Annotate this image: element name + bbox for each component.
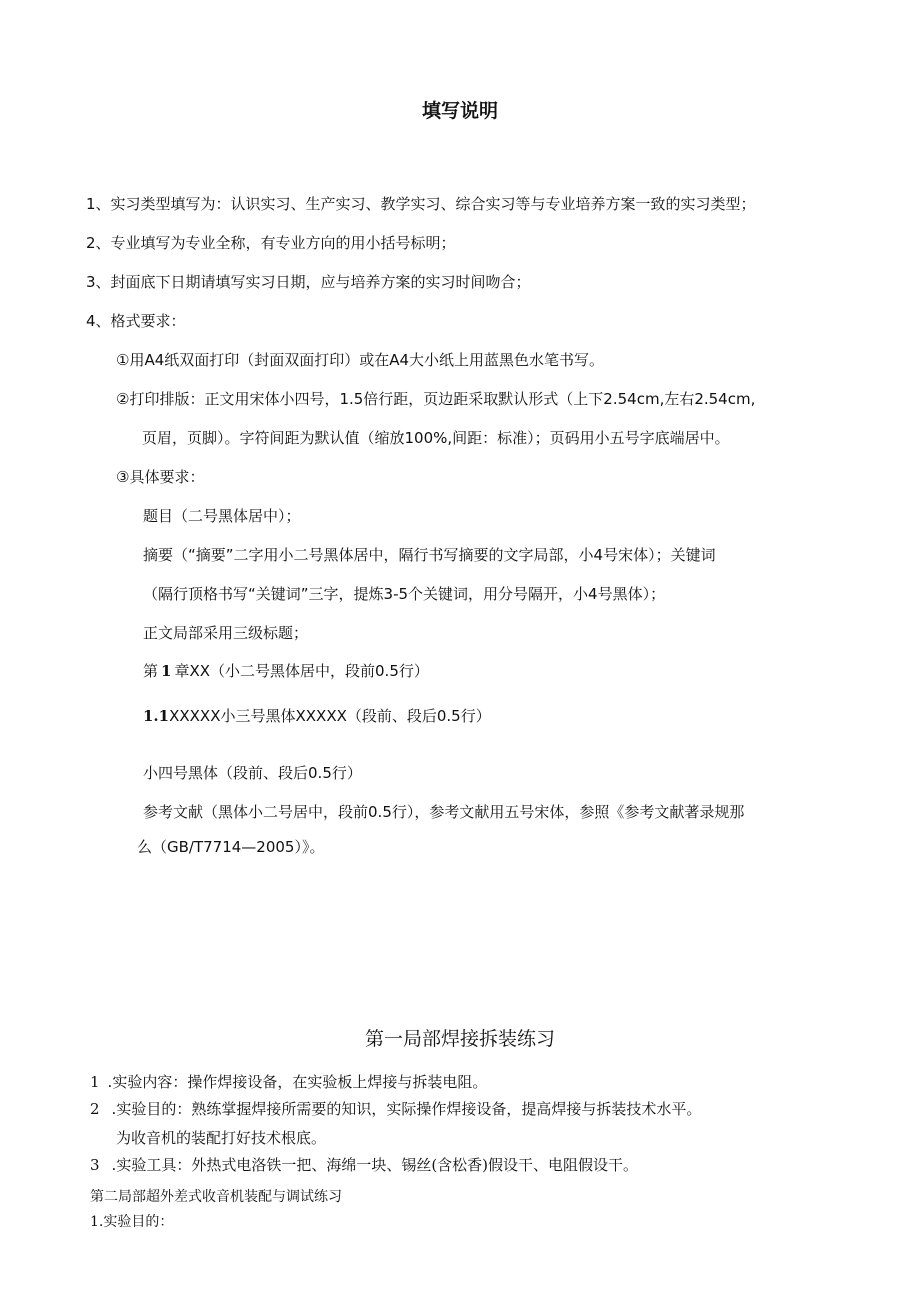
requirement-body: 正文局部采用三级标题； — [143, 624, 309, 642]
requirement-chapter — [143, 660, 429, 681]
part2-title: 第二局部超外差式收音机装配与调试练习 — [90, 1189, 342, 1205]
format-requirement-3: ③具体要求： — [116, 468, 205, 486]
instruction-item-3: 3、封面底下日期请填写实习日期，应与培养方案的实习时间吻合； — [86, 273, 531, 291]
part1-item-3-text: .实验工具：外热式电洛铁一把、海绵一块、锡丝(含松香)假设干、电阻假设干。 — [111, 1156, 639, 1174]
format-requirement-2-cont: 页眉，页脚）。字符间距为默认值（缩放100%,间距：标准）；页码用小五号字底端居中。 — [142, 429, 730, 447]
part1-item-2 — [90, 1098, 701, 1119]
instruction-item-1: 1、实习类型填写为：认识实习、生产实习、教学实习、综合实习等与专业培养方案一致的实习类型； — [86, 195, 756, 213]
part1-item-2-cont: 为收音机的装配打好技术根底。 — [116, 1129, 327, 1147]
part1-title: 第一局部焊接拆装练习 — [364, 1028, 555, 1050]
requirement-references: 参考文献（黑体小二号居中，段前0.5行），参考文献用五号宋体，参照《参考文献著录规那 — [143, 803, 745, 821]
part2-item-1: 1.实验目的： — [90, 1214, 174, 1230]
format-requirement-1: ①用A4纸双面打印（封面双面打印）或在A4大小纸上用蓝黑色水笔书写。 — [116, 351, 605, 369]
part1-item-2-text: .实验目的：熟练掌握焊接所需要的知识，实际操作焊接设备，提高焊接与拆装技术水平。 — [111, 1100, 702, 1118]
requirement-section — [143, 705, 491, 726]
part1-item-2-number: 2 — [90, 1100, 100, 1118]
requirement-references-cont: 么（GB/T7714—2005）》。 — [137, 838, 325, 856]
part1-item-3 — [90, 1154, 638, 1175]
instruction-item-4: 4、格式要求： — [86, 312, 186, 330]
requirement-section-text: XXXXX小三号黑体XXXXX（段前、段后0.5行） — [169, 707, 491, 725]
part1-item-3-number: 3 — [90, 1156, 100, 1174]
requirement-title: 题目（二号黑体居中）； — [143, 507, 301, 525]
part1-item-1-number: 1 — [90, 1073, 100, 1091]
requirement-chapter-prefix: 第 — [143, 662, 159, 680]
page-title: 填写说明 — [421, 100, 498, 122]
instruction-item-2: 2、专业填写为专业全称，有专业方向的用小括号标明； — [86, 234, 456, 252]
part1-item-1 — [90, 1071, 487, 1092]
requirement-abstract: 摘要（“摘要”二字用小二号黑体居中，隔行书写摘要的文字局部，小4号宋体）；关键词 — [143, 546, 716, 564]
requirement-chapter-text: 章XX（小二号黑体居中，段前0.5行） — [174, 662, 429, 680]
requirement-section-number: 1.1 — [143, 707, 170, 725]
requirement-chapter-number: 1 — [161, 662, 172, 680]
requirement-abstract-cont: （隔行顶格书写“关键词”三字，提炼3-5个关键词，用分号隔开，小4号黑体）； — [143, 585, 666, 603]
requirement-small4: 小四号黑体（段前、段后0.5行） — [143, 764, 362, 782]
format-requirement-2: ②打印排版：正文用宋体小四号，1.5倍行距，页边距采取默认形式（上下2.54cm,左右2.54cm, — [116, 390, 756, 408]
part1-item-1-text: .实验内容：操作焊接设备，在实验板上焊接与拆装电阻。 — [107, 1073, 488, 1091]
